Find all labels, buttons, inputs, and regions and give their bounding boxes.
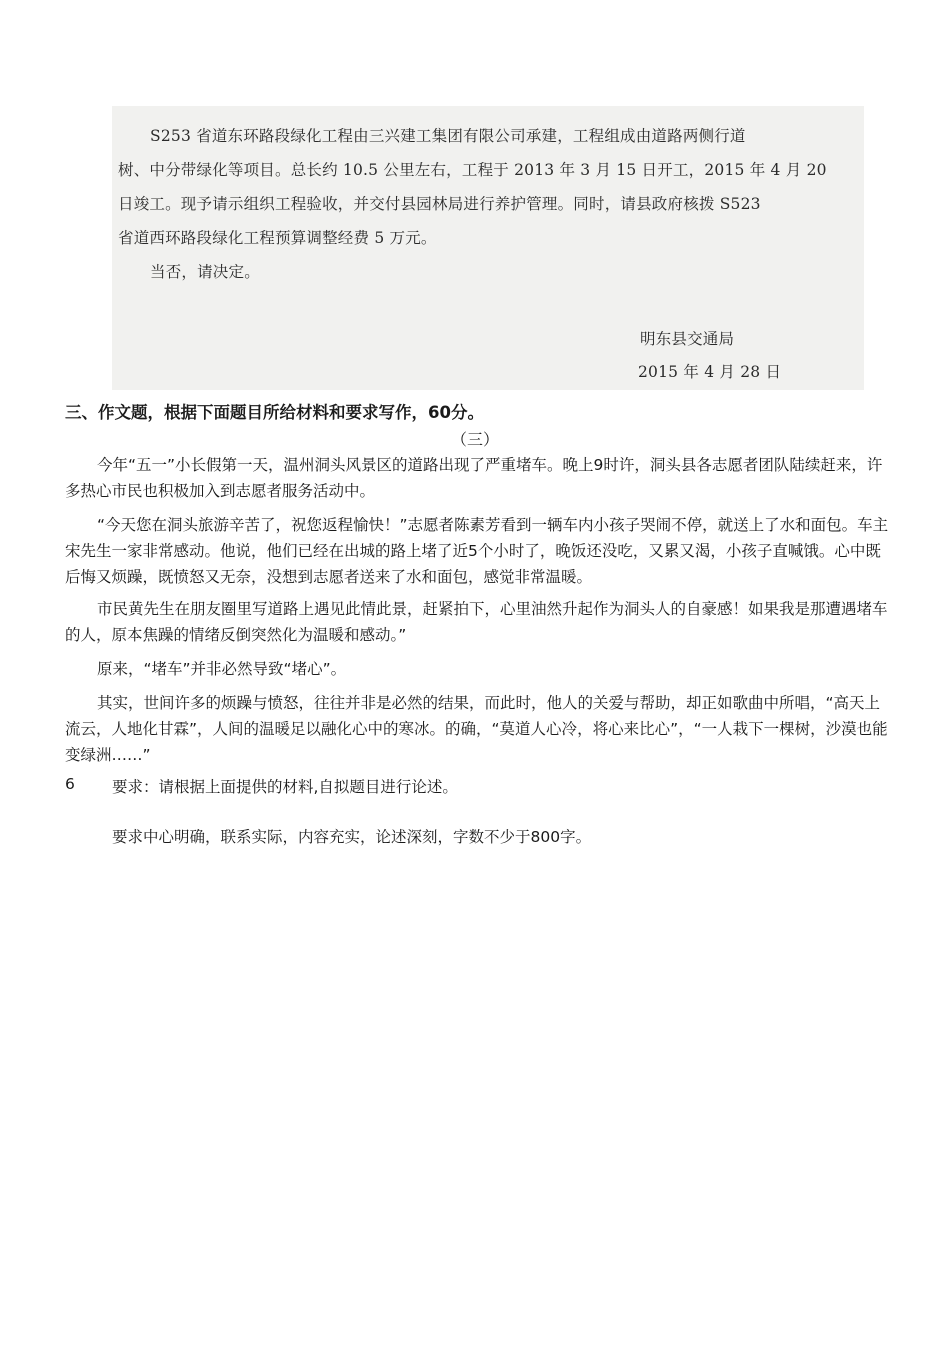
paragraph-3: 市民黄先生在朋友圈里写道路上遇见此情此景，赶紧拍下，心里油然升起作为洞头人的自豪感！如果我是那遭遇堵车的人，原本焦躁的情绪反倒突然化为温暖和感动。”	[65, 600, 888, 644]
paragraph-1: 今年“五一”小长假第一天，温州洞头风景区的道路出现了严重堵车。晚上9时许，洞头县各志愿者团队陆续赶来，许多热心市民也积极加入到志愿者服务活动中。	[65, 456, 883, 500]
scan-line-4: 省道西环路段绿化工程预算调整经费 5 万元。	[118, 229, 437, 247]
scan-line-1: S253 省道东环路段绿化工程由三兴建工集团有限公司承建，工程组成由道路两侧行道	[150, 127, 746, 145]
question-number: 6	[65, 775, 75, 793]
requirement-line-1: 要求：请根据上面提供的材料,自拟题目进行论述。	[112, 778, 458, 796]
scan-line-5: 当否，请决定。	[150, 263, 260, 281]
scan-signature-org: 明东县交通局	[640, 330, 735, 348]
paragraph-5: 其实，世间许多的烦躁与愤怒，往往并非是必然的结果，而此时，他人的关爱与帮助，却正如歌曲中所唱，“高天上流云，人地化甘霖”，人间的温暖足以融化心中的寒冰。的确，“莫道人心冷，将心来比心”，“一人栽下一棵树，沙漠也能变绿洲……”	[65, 694, 888, 764]
scanned-document-image	[112, 106, 864, 390]
paragraph-4: 原来，“堵车”并非必然导致“堵心”。	[97, 660, 347, 678]
requirement-line-2: 要求中心明确，联系实际，内容充实，论述深刻，字数不少于800字。	[112, 828, 592, 846]
scan-line-3: 日竣工。现予请示组织工程验收，并交付县园林局进行养护管理。同时，请县政府核拨 S523	[118, 195, 761, 213]
section-subtitle: （三）	[450, 430, 499, 449]
paragraph-2: “今天您在洞头旅游辛苦了，祝您返程愉快！”志愿者陈素芳看到一辆车内小孩子哭闹不停，就送上了水和面包。车主宋先生一家非常感动。他说，他们已经在出城的路上堵了近5个小时了，晚饭还没吃，又累又渴，小孩子直喊饿。心中既后悔又烦躁，既愤怒又无奈，没想到志愿者送来了水和面包，感觉非常温暖。	[65, 516, 889, 586]
scan-signature-date: 2015 年 4 月 28 日	[638, 363, 782, 381]
scan-line-2: 树、中分带绿化等项目。总长约 10.5 公里左右，工程于 2013 年 3 月 15 日开工，2015 年 4 月 20	[118, 161, 827, 179]
section-heading: 三、作文题，根据下面题目所给材料和要求写作，60分。	[65, 403, 484, 422]
